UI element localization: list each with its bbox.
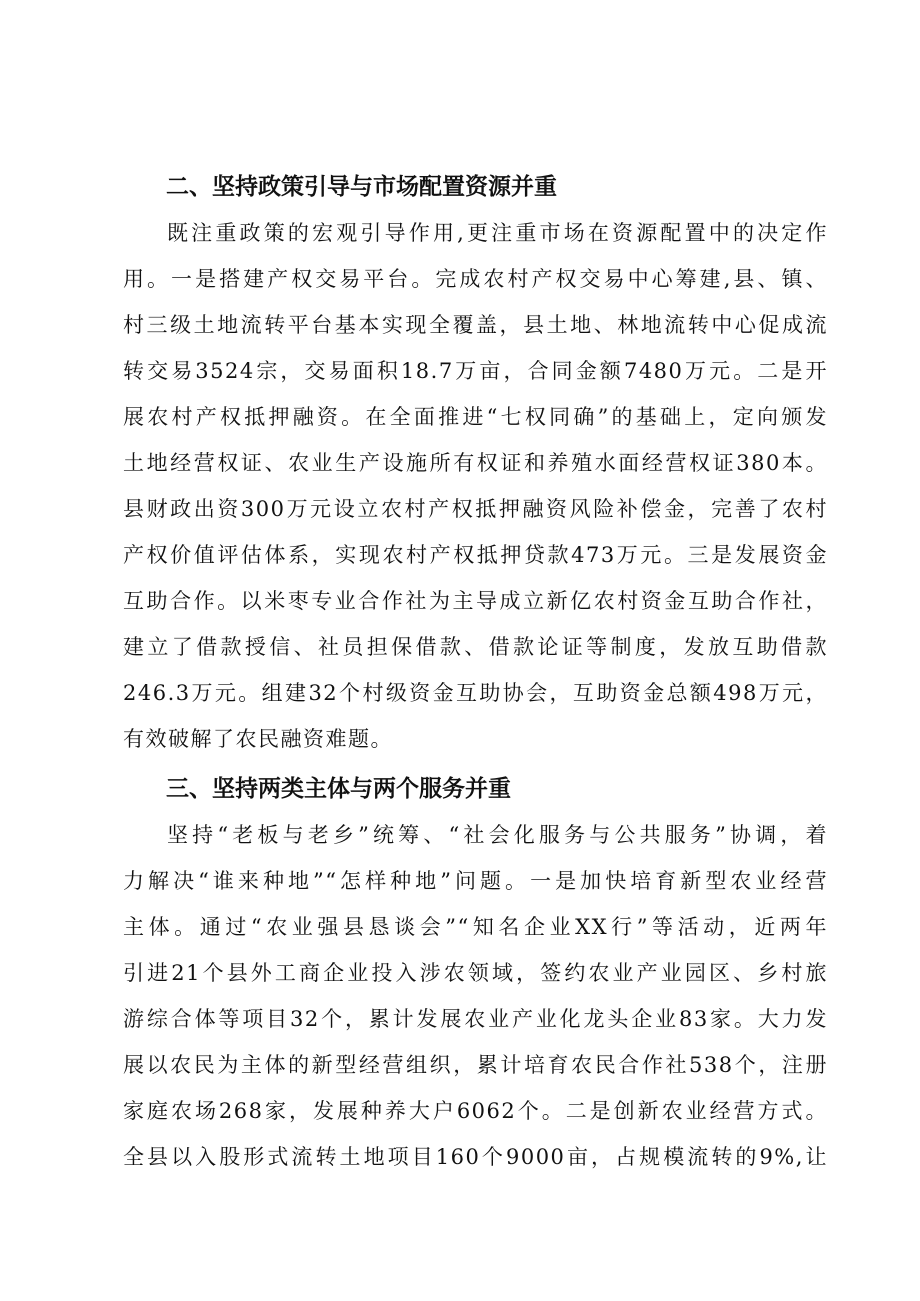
body-paragraph (123, 812, 828, 1180)
paragraph-line: 用。一是搭建产权交易平台。完成农村产权交易中心筹建,县、镇、 (123, 267, 828, 291)
paragraph-line: 引进21个县外工商企业投入涉农领域，签约农业产业园区、乡村旅 (123, 961, 828, 985)
paragraph-line: 土地经营权证、农业生产设施所有权证和养殖水面经营权证380本。 (123, 451, 828, 475)
paragraph-line: 既注重政策的宏观引导作用,更注重市场在资源配置中的决定作 (167, 221, 828, 245)
paragraph-line: 有效破解了农民融资难题。 (123, 727, 393, 751)
paragraph-line: 村三级土地流转平台基本实现全覆盖，县土地、林地流转中心促成流 (123, 313, 828, 337)
paragraph-line: 转交易3524宗，交易面积18.7万亩，合同金额7480万元。二是开 (123, 359, 828, 383)
paragraph-line: 互助合作。以米枣专业合作社为主导成立新亿农村资金互助合作社， (123, 589, 828, 613)
paragraph-line: 力解决“谁来种地”“怎样种地”问题。一是加快培育新型农业经营 (123, 869, 828, 893)
paragraph-line: 246.3万元。组建32个村级资金互助协会，互助资金总额498万元， (123, 681, 828, 705)
paragraph-line: 展农村产权抵押融资。在全面推进“七权同确”的基础上，定向颁发 (123, 405, 828, 429)
paragraph-line: 展以农民为主体的新型经营组织，累计培育农民合作社538个，注册 (123, 1053, 828, 1077)
paragraph-line: 全县以入股形式流转土地项目160个9000亩，占规模流转的9%,让 (123, 1145, 828, 1169)
paragraph-line: 家庭农场268家，发展种养大户6062个。二是创新农业经营方式。 (123, 1099, 828, 1123)
paragraph-line: 产权价值评估体系，实现农村产权抵押贷款473万元。三是发展资金 (123, 543, 828, 567)
body-paragraph (123, 210, 828, 762)
section-heading: 三、坚持两类主体与两个服务并重 (166, 776, 511, 802)
paragraph-line: 坚持“老板与老乡”统筹、“社会化服务与公共服务”协调，着 (167, 823, 828, 847)
section-heading: 二、坚持政策引导与市场配置资源并重 (166, 174, 557, 200)
document-body (123, 164, 828, 1184)
paragraph-line: 主体。通过“农业强县恳谈会”“知名企业XX行”等活动，近两年 (123, 915, 828, 939)
paragraph-line: 县财政出资300万元设立农村产权抵押融资风险补偿金，完善了农村 (123, 497, 828, 521)
paragraph-line: 建立了借款授信、社员担保借款、借款论证等制度，发放互助借款 (123, 635, 828, 659)
paragraph-line: 游综合体等项目32个，累计发展农业产业化龙头企业83家。大力发 (123, 1007, 828, 1031)
